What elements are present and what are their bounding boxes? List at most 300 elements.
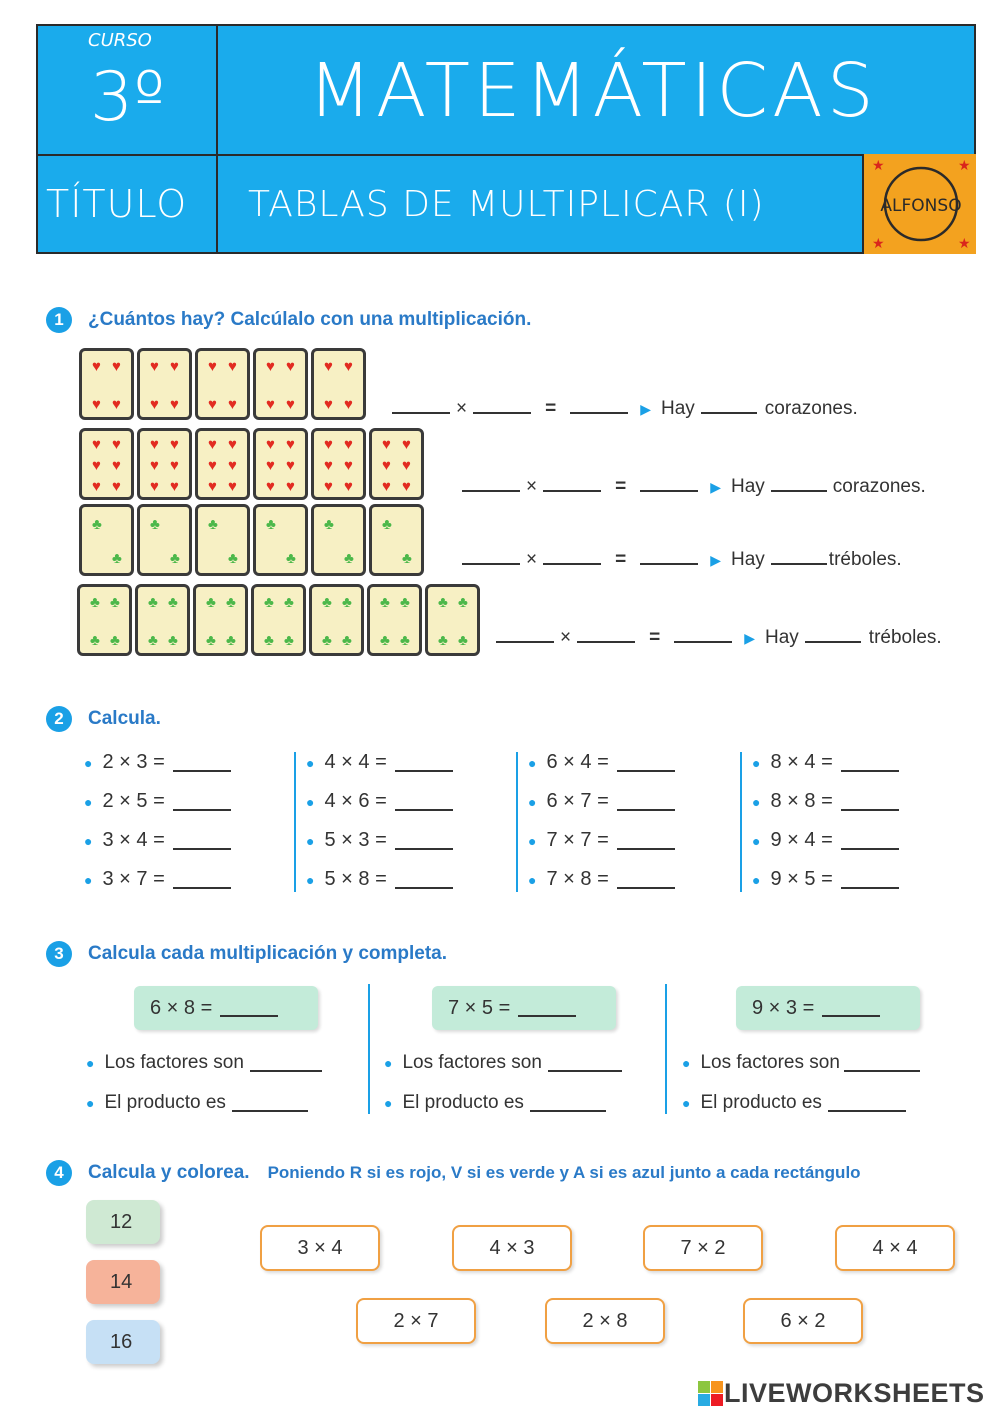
heart-icon: ♥ bbox=[382, 457, 391, 474]
unit-label: corazones. bbox=[764, 398, 858, 419]
heart-icon: ♥ bbox=[150, 358, 159, 375]
answer-blank[interactable] bbox=[828, 1094, 906, 1112]
club-icon: ♣ bbox=[400, 632, 410, 649]
club-icon: ♣ bbox=[90, 632, 100, 649]
product-line bbox=[384, 1092, 606, 1114]
answer-blank[interactable] bbox=[577, 625, 635, 643]
times-sign: × bbox=[526, 476, 538, 497]
answer-blank[interactable] bbox=[473, 396, 531, 414]
club-icon: ♣ bbox=[168, 632, 178, 649]
unit-label: tréboles. bbox=[868, 627, 942, 648]
calc-expression: 7 × 8 = bbox=[546, 868, 609, 890]
club-icon: ♣ bbox=[380, 632, 390, 649]
club-icon: ♣ bbox=[342, 632, 352, 649]
answer-blank[interactable] bbox=[841, 832, 899, 850]
playing-card bbox=[253, 504, 308, 576]
club-icon: ♣ bbox=[324, 516, 334, 533]
club-icon: ♣ bbox=[380, 594, 390, 611]
playing-card bbox=[195, 428, 250, 500]
column-divider bbox=[665, 984, 667, 1114]
header-banner bbox=[36, 24, 976, 254]
calc-expression: 7 × 7 = bbox=[546, 829, 609, 851]
bullet-icon: ● bbox=[306, 754, 315, 771]
factors-label: Los factores son bbox=[104, 1052, 244, 1073]
heart-icon: ♥ bbox=[170, 457, 179, 474]
calc-expression: 3 × 4 = bbox=[102, 829, 165, 851]
bullet-icon: ● bbox=[84, 754, 93, 771]
playing-card bbox=[311, 348, 366, 420]
equals-sign: = bbox=[615, 549, 627, 570]
bullet-icon: ● bbox=[84, 793, 93, 810]
bullet-icon: ● bbox=[306, 793, 315, 810]
club-icon: ♣ bbox=[322, 632, 332, 649]
club-icon: ♣ bbox=[148, 594, 158, 611]
exercise-number: 2 bbox=[46, 706, 72, 732]
heart-icon: ♥ bbox=[266, 396, 275, 413]
alfonso-logo-icon bbox=[864, 154, 978, 254]
club-icon: ♣ bbox=[266, 516, 276, 533]
heart-icon: ♥ bbox=[170, 436, 179, 453]
svg-text:★: ★ bbox=[958, 157, 971, 173]
answer-blank[interactable] bbox=[173, 832, 231, 850]
heart-icon: ♥ bbox=[344, 436, 353, 453]
playing-card bbox=[195, 504, 250, 576]
bullet-icon: ● bbox=[752, 871, 761, 888]
heart-icon: ♥ bbox=[402, 436, 411, 453]
column-divider bbox=[368, 984, 370, 1114]
calc-item bbox=[752, 860, 899, 899]
club-icon: ♣ bbox=[170, 550, 180, 567]
calc-expression: 6 × 4 = bbox=[546, 751, 609, 773]
equals-sign: = bbox=[545, 398, 557, 419]
heart-icon: ♥ bbox=[112, 478, 121, 495]
exercise-instruction: Poniendo R si es rojo, V si es verde y A si es azul junto a cada rectángulo bbox=[267, 1163, 861, 1182]
heart-icon: ♥ bbox=[344, 478, 353, 495]
playing-card bbox=[425, 584, 480, 656]
expression-tag bbox=[736, 986, 920, 1030]
playing-card bbox=[195, 348, 250, 420]
heart-icon: ♥ bbox=[92, 358, 101, 375]
playing-card bbox=[135, 584, 190, 656]
answer-blank[interactable] bbox=[617, 871, 675, 889]
calc-item bbox=[306, 743, 453, 782]
club-icon: ♣ bbox=[344, 550, 354, 567]
playing-card bbox=[251, 584, 306, 656]
answer-blank[interactable] bbox=[250, 1054, 322, 1072]
heart-icon: ♥ bbox=[266, 457, 275, 474]
times-sign: × bbox=[560, 627, 572, 648]
answer-blank[interactable] bbox=[392, 396, 450, 414]
calc-expression: 2 × 5 = bbox=[102, 790, 165, 812]
answer-blank[interactable] bbox=[530, 1094, 606, 1112]
answer-blank[interactable] bbox=[232, 1094, 308, 1112]
club-icon: ♣ bbox=[228, 550, 238, 567]
club-icon: ♣ bbox=[90, 594, 100, 611]
course-label: CURSO bbox=[88, 30, 152, 51]
heart-icon: ♥ bbox=[286, 436, 295, 453]
subject-title: MATEMÁTICAS bbox=[308, 48, 878, 134]
club-icon: ♣ bbox=[264, 632, 274, 649]
calc-item bbox=[84, 743, 231, 782]
factors-line bbox=[384, 1052, 622, 1074]
svg-text:★: ★ bbox=[872, 235, 885, 251]
playing-card bbox=[77, 584, 132, 656]
school-logo bbox=[862, 154, 976, 254]
answer-blank[interactable] bbox=[462, 474, 520, 492]
club-icon: ♣ bbox=[110, 632, 120, 649]
club-icon: ♣ bbox=[284, 594, 294, 611]
club-icon: ♣ bbox=[206, 594, 216, 611]
heart-icon: ♥ bbox=[228, 436, 237, 453]
answer-blank[interactable] bbox=[173, 754, 231, 772]
club-icon: ♣ bbox=[286, 550, 296, 567]
playing-card bbox=[369, 428, 424, 500]
calc-expression: 9 × 5 = bbox=[770, 868, 833, 890]
playing-card bbox=[137, 504, 192, 576]
exercise-number: 4 bbox=[46, 1160, 72, 1186]
heart-icon: ♥ bbox=[382, 436, 391, 453]
factors-label: Los factores son bbox=[700, 1052, 840, 1073]
answer-blank[interactable] bbox=[395, 754, 453, 772]
svg-text:ALFONSO: ALFONSO bbox=[880, 196, 962, 216]
footer-brand bbox=[698, 1378, 985, 1409]
heart-icon: ♥ bbox=[228, 358, 237, 375]
multiplication-box[interactable]: 3 × 4 bbox=[260, 1225, 380, 1271]
heart-icon: ♥ bbox=[324, 457, 333, 474]
club-icon: ♣ bbox=[342, 594, 352, 611]
heart-icon: ♥ bbox=[112, 396, 121, 413]
bullet-icon: ● bbox=[528, 832, 537, 849]
exercise-title: Calcula. bbox=[88, 708, 161, 729]
club-icon: ♣ bbox=[92, 516, 102, 533]
hay-label: Hay bbox=[765, 627, 799, 648]
answer-blank[interactable] bbox=[617, 832, 675, 850]
svg-text:★: ★ bbox=[958, 235, 971, 251]
heart-icon: ♥ bbox=[92, 478, 101, 495]
heart-icon: ♥ bbox=[266, 436, 275, 453]
calc-item bbox=[84, 782, 231, 821]
calc-expression: 9 × 4 = bbox=[770, 829, 833, 851]
bullet-icon: ● bbox=[528, 871, 537, 888]
bullet-icon: ● bbox=[384, 1055, 393, 1071]
answer-blank[interactable] bbox=[173, 871, 231, 889]
club-icon: ♣ bbox=[458, 594, 468, 611]
color-legend-green: 12 bbox=[86, 1200, 160, 1244]
answer-blank[interactable] bbox=[841, 754, 899, 772]
equals-sign: = bbox=[615, 476, 627, 497]
unit-label: tréboles. bbox=[828, 549, 902, 570]
answer-blank[interactable] bbox=[462, 547, 520, 565]
heart-icon: ♥ bbox=[286, 478, 295, 495]
heart-icon: ♥ bbox=[92, 436, 101, 453]
heart-icon: ♥ bbox=[170, 358, 179, 375]
arrow-right-icon: ▶ bbox=[710, 479, 721, 495]
unit-label: corazones. bbox=[832, 476, 926, 497]
bullet-icon: ● bbox=[306, 832, 315, 849]
heart-icon: ♥ bbox=[208, 478, 217, 495]
bullet-icon: ● bbox=[86, 1095, 95, 1111]
playing-card bbox=[193, 584, 248, 656]
column-divider bbox=[740, 752, 742, 892]
calc-item bbox=[528, 860, 675, 899]
club-icon: ♣ bbox=[284, 632, 294, 649]
expression-tag bbox=[134, 986, 318, 1030]
heart-icon: ♥ bbox=[112, 457, 121, 474]
calc-expression: 5 × 8 = bbox=[324, 868, 387, 890]
header-divider-horizontal bbox=[38, 154, 974, 156]
grade: 3º bbox=[90, 58, 166, 137]
heart-icon: ♥ bbox=[208, 457, 217, 474]
answer-blank[interactable] bbox=[822, 999, 880, 1017]
calc-item bbox=[752, 743, 899, 782]
ex1-answer-line-2 bbox=[462, 474, 926, 498]
club-icon: ♣ bbox=[438, 594, 448, 611]
bullet-icon: ● bbox=[84, 871, 93, 888]
factors-label: Los factores son bbox=[402, 1052, 542, 1073]
heart-icon: ♥ bbox=[112, 436, 121, 453]
ex1-answer-line-4 bbox=[496, 625, 942, 649]
club-icon: ♣ bbox=[226, 632, 236, 649]
club-icon: ♣ bbox=[110, 594, 120, 611]
calc-item bbox=[306, 860, 453, 899]
exercise-number: 3 bbox=[46, 941, 72, 967]
playing-card bbox=[253, 348, 308, 420]
calc-item bbox=[306, 782, 453, 821]
multiplication-box[interactable]: 7 × 2 bbox=[643, 1225, 763, 1271]
heart-icon: ♥ bbox=[324, 396, 333, 413]
answer-blank[interactable] bbox=[841, 793, 899, 811]
product-label: El producto es bbox=[402, 1092, 524, 1113]
heart-icon: ♥ bbox=[150, 457, 159, 474]
playing-card bbox=[137, 348, 192, 420]
playing-card bbox=[79, 348, 134, 420]
arrow-right-icon: ▶ bbox=[710, 552, 721, 568]
heart-icon: ♥ bbox=[344, 457, 353, 474]
club-icon: ♣ bbox=[382, 516, 392, 533]
bullet-icon: ● bbox=[384, 1095, 393, 1111]
factors-line bbox=[86, 1052, 322, 1074]
playing-card bbox=[253, 428, 308, 500]
playing-card bbox=[369, 504, 424, 576]
heart-icon: ♥ bbox=[208, 358, 217, 375]
bullet-icon: ● bbox=[528, 793, 537, 810]
header-divider-vertical bbox=[216, 26, 218, 252]
heart-icon: ♥ bbox=[382, 478, 391, 495]
playing-card bbox=[137, 428, 192, 500]
column-divider bbox=[516, 752, 518, 892]
heart-icon: ♥ bbox=[208, 436, 217, 453]
answer-blank[interactable] bbox=[844, 1054, 920, 1072]
calc-expression: 4 × 4 = bbox=[324, 751, 387, 773]
heart-icon: ♥ bbox=[150, 478, 159, 495]
title-label: TÍTULO bbox=[46, 182, 188, 226]
calc-item bbox=[752, 782, 899, 821]
color-legend-blue: 16 bbox=[86, 1320, 160, 1364]
calc-expression: 9 × 3 = bbox=[752, 996, 815, 1019]
hay-label: Hay bbox=[661, 398, 695, 419]
bullet-icon: ● bbox=[86, 1055, 95, 1071]
calc-item bbox=[528, 782, 675, 821]
calc-expression: 3 × 7 = bbox=[102, 868, 165, 890]
product-label: El producto es bbox=[700, 1092, 822, 1113]
answer-blank[interactable] bbox=[640, 547, 698, 565]
club-icon: ♣ bbox=[150, 516, 160, 533]
club-icon: ♣ bbox=[226, 594, 236, 611]
club-icon: ♣ bbox=[322, 594, 332, 611]
club-icon: ♣ bbox=[400, 594, 410, 611]
bullet-icon: ● bbox=[752, 832, 761, 849]
multiplication-box[interactable]: 4 × 4 bbox=[835, 1225, 955, 1271]
club-icon: ♣ bbox=[148, 632, 158, 649]
answer-blank[interactable] bbox=[640, 474, 698, 492]
hay-label: Hay bbox=[731, 476, 765, 497]
heart-icon: ♥ bbox=[208, 396, 217, 413]
heart-icon: ♥ bbox=[402, 457, 411, 474]
answer-blank[interactable] bbox=[173, 793, 231, 811]
arrow-right-icon: ▶ bbox=[640, 401, 651, 417]
exercise-4-heading bbox=[46, 1160, 861, 1186]
club-icon: ♣ bbox=[168, 594, 178, 611]
answer-blank[interactable] bbox=[395, 832, 453, 850]
color-legend-red: 14 bbox=[86, 1260, 160, 1304]
multiplication-box[interactable]: 2 × 7 bbox=[356, 1298, 476, 1344]
heart-icon: ♥ bbox=[170, 478, 179, 495]
answer-blank[interactable] bbox=[518, 999, 576, 1017]
calc-expression: 4 × 6 = bbox=[324, 790, 387, 812]
product-line bbox=[682, 1092, 906, 1114]
heart-icon: ♥ bbox=[324, 436, 333, 453]
exercise-title: ¿Cuántos hay? Calcúlalo con una multiplicación. bbox=[88, 309, 532, 330]
bullet-icon: ● bbox=[752, 793, 761, 810]
liveworksheets-logo-icon bbox=[698, 1381, 724, 1407]
playing-card bbox=[311, 504, 366, 576]
heart-icon: ♥ bbox=[344, 396, 353, 413]
calc-item bbox=[528, 743, 675, 782]
answer-blank[interactable] bbox=[771, 474, 827, 492]
factors-line bbox=[682, 1052, 920, 1074]
bullet-icon: ● bbox=[682, 1095, 691, 1111]
expression-tag bbox=[432, 986, 616, 1030]
heart-icon: ♥ bbox=[266, 478, 275, 495]
playing-card bbox=[311, 428, 366, 500]
calc-item bbox=[84, 860, 231, 899]
answer-blank[interactable] bbox=[496, 625, 554, 643]
calc-column-4 bbox=[752, 743, 899, 899]
ex1-answer-line-1 bbox=[392, 396, 858, 420]
multiplication-box[interactable]: 6 × 2 bbox=[743, 1298, 863, 1344]
heart-icon: ♥ bbox=[228, 478, 237, 495]
heart-icon: ♥ bbox=[92, 457, 101, 474]
answer-blank[interactable] bbox=[570, 396, 628, 414]
heart-icon: ♥ bbox=[228, 457, 237, 474]
answer-blank[interactable] bbox=[617, 754, 675, 772]
answer-blank[interactable] bbox=[805, 625, 861, 643]
club-icon: ♣ bbox=[264, 594, 274, 611]
answer-blank[interactable] bbox=[395, 793, 453, 811]
playing-card bbox=[79, 428, 134, 500]
answer-blank[interactable] bbox=[395, 871, 453, 889]
club-icon: ♣ bbox=[208, 516, 218, 533]
calc-item bbox=[752, 821, 899, 860]
hay-label: Hay bbox=[731, 549, 765, 570]
bullet-icon: ● bbox=[752, 754, 761, 771]
club-icon: ♣ bbox=[112, 550, 122, 567]
calc-item bbox=[528, 821, 675, 860]
bullet-icon: ● bbox=[84, 832, 93, 849]
heart-icon: ♥ bbox=[266, 358, 275, 375]
svg-text:★: ★ bbox=[872, 157, 885, 173]
worksheet-title: TABLAS DE MULTIPLICAR (I) bbox=[248, 184, 765, 225]
heart-icon: ♥ bbox=[228, 396, 237, 413]
exercise-2-heading bbox=[46, 706, 161, 732]
arrow-right-icon: ▶ bbox=[744, 630, 755, 646]
playing-card bbox=[79, 504, 134, 576]
heart-icon: ♥ bbox=[286, 358, 295, 375]
multiplication-box[interactable]: 4 × 3 bbox=[452, 1225, 572, 1271]
multiplication-box[interactable]: 2 × 8 bbox=[545, 1298, 665, 1344]
club-icon: ♣ bbox=[206, 632, 216, 649]
calc-item bbox=[84, 821, 231, 860]
answer-blank[interactable] bbox=[543, 474, 601, 492]
heart-icon: ♥ bbox=[324, 478, 333, 495]
playing-card bbox=[367, 584, 422, 656]
product-line bbox=[86, 1092, 308, 1114]
answer-blank[interactable] bbox=[771, 547, 827, 565]
calc-expression: 8 × 4 = bbox=[770, 751, 833, 773]
answer-blank[interactable] bbox=[220, 999, 278, 1017]
heart-icon: ♥ bbox=[112, 358, 121, 375]
brand-text: LIVEWORKSHEETS bbox=[724, 1378, 985, 1408]
bullet-icon: ● bbox=[682, 1055, 691, 1071]
answer-blank[interactable] bbox=[841, 871, 899, 889]
calc-expression: 6 × 7 = bbox=[546, 790, 609, 812]
answer-blank[interactable] bbox=[701, 396, 757, 414]
times-sign: × bbox=[456, 398, 468, 419]
heart-icon: ♥ bbox=[286, 396, 295, 413]
calc-expression: 2 × 3 = bbox=[102, 751, 165, 773]
answer-blank[interactable] bbox=[674, 625, 732, 643]
club-icon: ♣ bbox=[402, 550, 412, 567]
club-icon: ♣ bbox=[458, 632, 468, 649]
exercise-title: Calcula y colorea. bbox=[88, 1162, 250, 1183]
exercise-number: 1 bbox=[46, 307, 72, 333]
answer-blank[interactable] bbox=[543, 547, 601, 565]
exercise-3-heading bbox=[46, 941, 447, 967]
calc-column-1 bbox=[84, 743, 231, 899]
answer-blank[interactable] bbox=[617, 793, 675, 811]
equals-sign: = bbox=[649, 627, 661, 648]
column-divider bbox=[294, 752, 296, 892]
heart-icon: ♥ bbox=[324, 358, 333, 375]
calc-expression: 8 × 8 = bbox=[770, 790, 833, 812]
playing-card bbox=[309, 584, 364, 656]
calc-column-3 bbox=[528, 743, 675, 899]
exercise-title: Calcula cada multiplicación y completa. bbox=[88, 943, 448, 964]
calc-expression: 7 × 5 = bbox=[448, 996, 511, 1019]
heart-icon: ♥ bbox=[402, 478, 411, 495]
calc-column-2 bbox=[306, 743, 453, 899]
bullet-icon: ● bbox=[528, 754, 537, 771]
calc-item bbox=[306, 821, 453, 860]
heart-icon: ♥ bbox=[92, 396, 101, 413]
bullet-icon: ● bbox=[306, 871, 315, 888]
ex1-answer-line-3 bbox=[462, 547, 902, 571]
exercise-1-heading bbox=[46, 307, 531, 333]
times-sign: × bbox=[526, 549, 538, 570]
answer-blank[interactable] bbox=[548, 1054, 622, 1072]
heart-icon: ♥ bbox=[170, 396, 179, 413]
heart-icon: ♥ bbox=[286, 457, 295, 474]
